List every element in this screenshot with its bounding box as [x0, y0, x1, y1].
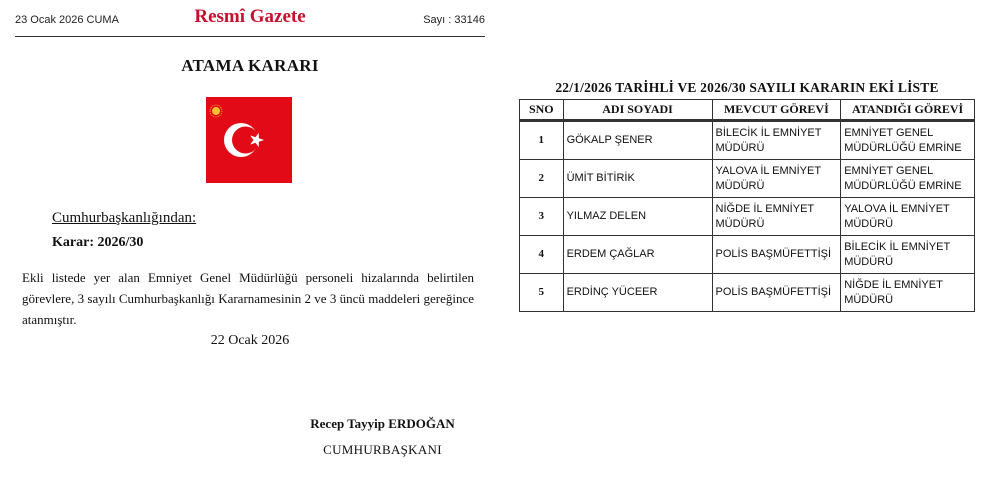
row-assigned-role: NİĞDE İL EMNİYET MÜDÜRÜ: [841, 274, 975, 312]
header-current-role: MEVCUT GÖREVİ: [712, 100, 841, 121]
row-current-role: POLİS BAŞMÜFETTİŞİ: [712, 236, 841, 274]
signatory-name: Recep Tayyip ERDOĞAN: [310, 416, 455, 431]
gazette-title: Resmî Gazete: [194, 6, 306, 27]
table-row: [520, 121, 975, 160]
row-name: ÜMİT BİTİRİK: [563, 160, 712, 198]
turkish-flag-icon: [206, 97, 292, 183]
row-assigned-role: EMNİYET GENEL MÜDÜRLÜĞÜ EMRİNE: [841, 121, 975, 160]
header-sno: SNO: [520, 100, 564, 121]
row-assigned-role: EMNİYET GENEL MÜDÜRLÜĞÜ EMRİNE: [841, 160, 975, 198]
issuer-heading: Cumhurbaşkanlığından:: [52, 210, 197, 226]
row-name: GÖKALP ŞENER: [563, 121, 712, 160]
table-row: [520, 198, 975, 236]
document-title: ATAMA KARARI: [181, 56, 319, 75]
signatory-title: CUMHURBAŞKANI: [323, 442, 442, 457]
row-current-role: POLİS BAŞMÜFETTİŞİ: [712, 274, 841, 312]
issue-number: Sayı : 33146: [423, 14, 485, 26]
row-sno: 1: [520, 121, 564, 160]
row-name: YILMAZ DELEN: [563, 198, 712, 236]
header-date: 23 Ocak 2026 CUMA: [15, 14, 119, 26]
annex-table: [519, 99, 975, 312]
decision-date: 22 Ocak 2026: [210, 333, 290, 348]
annex-title: 22/1/2026 TARİHLİ VE 2026/30 SAYILI KARARIN EKİ LİSTE: [555, 80, 939, 95]
table-row: [520, 274, 975, 312]
row-current-role: NİĞDE İL EMNİYET MÜDÜRÜ: [712, 198, 841, 236]
table-row: [520, 236, 975, 274]
decision-number: Karar: 2026/30: [52, 235, 144, 250]
decision-body: Ekli listede yer alan Emniyet Genel Müdürlüğü personeli hizalarında belirtilen görevlere, 3 sayılı Cumhurbaşkanlığı Kararnamesinin 2 ve 3 üncü maddeleri gereğince atanmıştır.: [22, 270, 474, 327]
table-header-row: [520, 100, 975, 121]
annex-list: [517, 0, 977, 495]
row-sno: 4: [520, 236, 564, 274]
row-sno: 3: [520, 198, 564, 236]
header-assigned-role: ATANDIĞI GÖREVİ: [841, 100, 975, 121]
row-name: ERDİNÇ YÜCEER: [563, 274, 712, 312]
table-row: [520, 160, 975, 198]
row-assigned-role: YALOVA İL EMNİYET MÜDÜRÜ: [841, 198, 975, 236]
header-name: ADI SOYADI: [563, 100, 712, 121]
row-assigned-role: BİLECİK İL EMNİYET MÜDÜRÜ: [841, 236, 975, 274]
row-sno: 2: [520, 160, 564, 198]
header-divider: [15, 36, 485, 37]
row-current-role: YALOVA İL EMNİYET MÜDÜRÜ: [712, 160, 841, 198]
row-sno: 5: [520, 274, 564, 312]
row-name: ERDEM ÇAĞLAR: [563, 236, 712, 274]
row-current-role: BİLECİK İL EMNİYET MÜDÜRÜ: [712, 121, 841, 160]
